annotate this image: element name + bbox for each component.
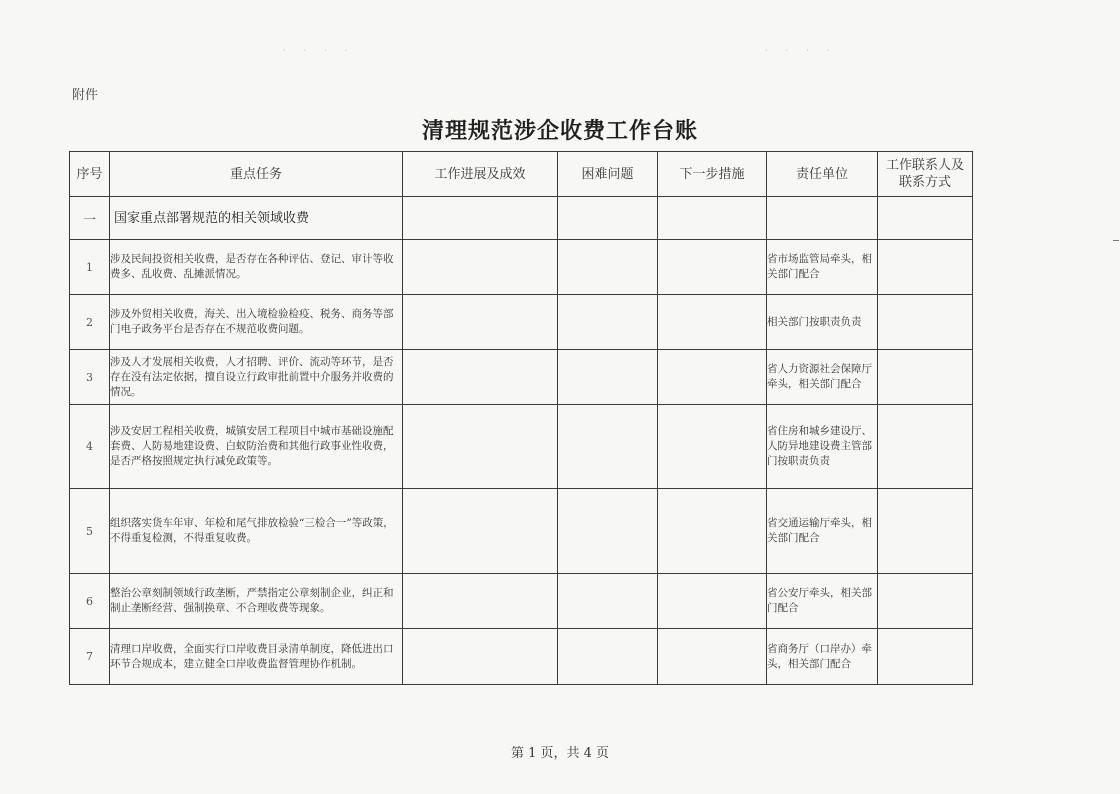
progress-cell: [403, 240, 558, 295]
header-responsible-unit: 责任单位: [767, 152, 878, 197]
difficulty-cell: [558, 489, 658, 574]
progress-cell: [403, 574, 558, 629]
contact-cell: [878, 350, 973, 405]
next-steps-cell: [658, 197, 767, 240]
row-unit: 省公安厅牵头，相关部门配合: [767, 574, 878, 629]
row-unit: 省交通运输厅牵头，相关部门配合: [767, 489, 878, 574]
section-row: [70, 197, 973, 240]
row-no: 1: [70, 240, 110, 295]
difficulty-cell: [558, 197, 658, 240]
unit-cell: [767, 197, 878, 240]
row-unit: 省商务厅（口岸办）牵头，相关部门配合: [767, 629, 878, 685]
section-no: 一: [70, 197, 110, 240]
row-task: 清理口岸收费，全面实行口岸收费目录清单制度，降低进出口环节合规成本，建立健全口岸收费监督管理协作机制。: [110, 629, 403, 685]
next-steps-cell: [658, 295, 767, 350]
contact-cell: [878, 240, 973, 295]
table-row: [70, 240, 973, 295]
row-task: 涉及外贸相关收费，海关、出入境检验检疫、税务、商务等部门电子政务平台是否存在不规范收费问题。: [110, 295, 403, 350]
row-no: 4: [70, 405, 110, 489]
progress-cell: [403, 629, 558, 685]
row-task: 组织落实货车年审、年检和尾气排放检验“三检合一”等政策，不得重复检测，不得重复收费。: [110, 489, 403, 574]
difficulty-cell: [558, 350, 658, 405]
header-row: [70, 152, 973, 197]
difficulty-cell: [558, 240, 658, 295]
row-no: 5: [70, 489, 110, 574]
row-no: 3: [70, 350, 110, 405]
scan-edge-mark: [1113, 240, 1119, 241]
row-task: 涉及安居工程相关收费，城镇安居工程项目中城市基础设施配套费、人防易地建设费、白蚁防治费和其他行政事业性收费，是否严格按照规定执行减免政策等。: [110, 405, 403, 489]
row-unit: 省人力资源社会保障厅牵头，相关部门配合: [767, 350, 878, 405]
header-task: 重点任务: [110, 152, 403, 197]
progress-cell: [403, 197, 558, 240]
table-row: [70, 295, 973, 350]
row-unit: 省住房和城乡建设厅、人防异地建设费主管部门按职责负责: [767, 405, 878, 489]
table-row: [70, 629, 973, 685]
row-unit: 相关部门按职责负责: [767, 295, 878, 350]
contact-cell: [878, 197, 973, 240]
next-steps-cell: [658, 629, 767, 685]
header-next-steps: 下一步措施: [658, 152, 767, 197]
contact-cell: [878, 629, 973, 685]
contact-cell: [878, 295, 973, 350]
row-no: 7: [70, 629, 110, 685]
difficulty-cell: [558, 405, 658, 489]
header-no: 序号: [70, 152, 110, 197]
table-row: [70, 574, 973, 629]
page-footer: 第 1 页，共 4 页: [510, 746, 610, 761]
row-no: 6: [70, 574, 110, 629]
header-progress: 工作进展及成效: [403, 152, 558, 197]
table-row: [70, 405, 973, 489]
row-task: 涉及民间投资相关收费，是否存在各种评估、登记、审计等收费多、乱收费、乱摊派情况。: [110, 240, 403, 295]
contact-cell: [878, 574, 973, 629]
progress-cell: [403, 350, 558, 405]
row-no: 2: [70, 295, 110, 350]
progress-cell: [403, 405, 558, 489]
contact-cell: [878, 489, 973, 574]
header-difficulty: 困难问题: [558, 152, 658, 197]
difficulty-cell: [558, 629, 658, 685]
next-steps-cell: [658, 489, 767, 574]
header-contact: 工作联系人及联系方式: [878, 152, 973, 197]
page-title: 清理规范涉企收费工作台账: [421, 118, 698, 144]
ledger-table: [69, 151, 973, 685]
progress-cell: [403, 489, 558, 574]
table-row: [70, 489, 973, 574]
annex-label: 附件: [72, 88, 99, 103]
next-steps-cell: [658, 574, 767, 629]
difficulty-cell: [558, 574, 658, 629]
progress-cell: [403, 295, 558, 350]
contact-cell: [878, 405, 973, 489]
section-title: 国家重点部署规范的相关领域收费: [110, 197, 403, 240]
scan-artifact: ····: [765, 46, 848, 55]
scan-artifact: ····: [283, 46, 366, 55]
row-unit: 省市场监管局牵头，相关部门配合: [767, 240, 878, 295]
table-row: [70, 350, 973, 405]
difficulty-cell: [558, 295, 658, 350]
row-task: 整治公章刻制领域行政垄断，严禁指定公章刻制企业，纠正和制止垄断经营、强制换章、不合理收费等现象。: [110, 574, 403, 629]
row-task: 涉及人才发展相关收费，人才招聘、评价、流动等环节，是否存在没有法定依据，擅自设立行政审批前置中介服务并收费的情况。: [110, 350, 403, 405]
next-steps-cell: [658, 240, 767, 295]
next-steps-cell: [658, 350, 767, 405]
next-steps-cell: [658, 405, 767, 489]
